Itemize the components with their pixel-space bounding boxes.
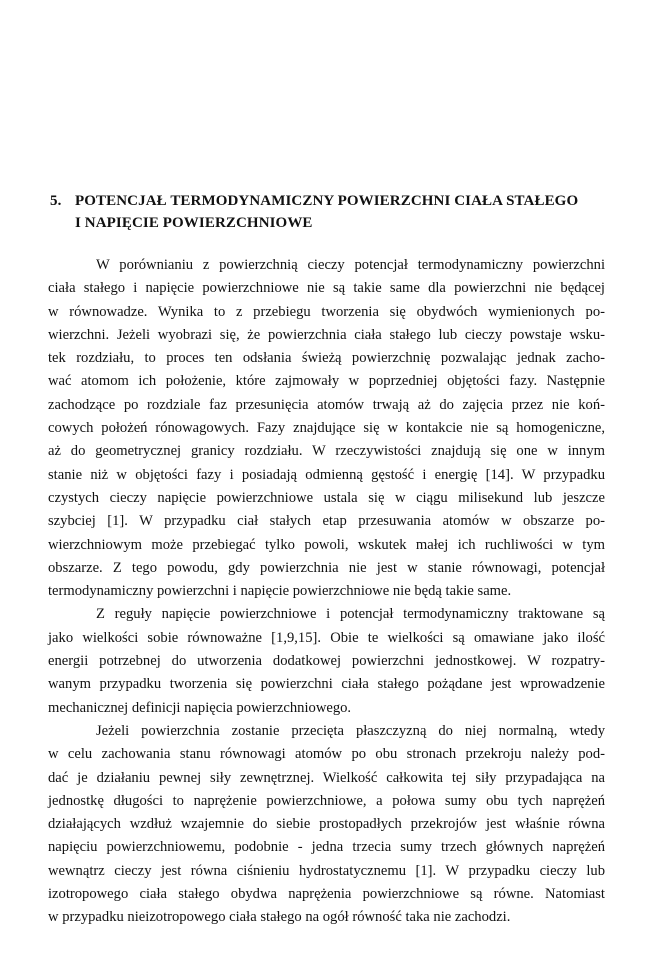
paragraph-1: [48, 254, 605, 603]
section-number: 5.: [50, 193, 62, 209]
section-heading: [50, 190, 610, 234]
text-line: czystych cieczy napięcie powierzchniowe ustala się w ciągu milisekund lub jeszcze: [48, 489, 605, 506]
text-line: jako wielkości sobie równoważne [1,9,15]. Obie te wielkości są omawiane jako ilość: [48, 629, 605, 646]
text-line: w przypadku nieizotropowego ciała stałego na ogół równość taka nie zachodzi.: [48, 909, 511, 926]
paragraph-3: [48, 720, 605, 930]
body-text: [48, 254, 605, 930]
text-line: jednostkę długości to naprężenie powierzchniowe, a połowa sumy obu tych naprężeń: [48, 792, 605, 809]
text-line: wierzchni. Jeżeli wyobrazi się, że powierzchnia ciała stałego lub cieczy powstaje wsku-: [48, 326, 605, 343]
text-line: tek rozdziału, to proces ten odsłania świeżą powierzchnię pozwalając jednak zacho-: [48, 350, 605, 367]
text-line: Jeżeli powierzchnia zostanie przecięta płaszczyzną do niej normalną, wtedy: [96, 722, 605, 739]
text-line: stanie niż w objętości fazy i posiadają odmienną gęstość i energię [14]. W przypadku: [48, 466, 605, 483]
text-line: Z reguły napięcie powierzchniowe i potencjał termodynamiczny traktowane są: [96, 606, 605, 623]
text-line: napięciu powierzchniowemu, podobnie - jedna trzecia sumy trzech głównych naprężeń: [48, 839, 605, 856]
text-line: cowych położeń rónowagowych. Fazy znajdujące się w kontakcie nie są homogeniczne,: [48, 420, 605, 437]
text-line: aż do geometrycznej granicy rozdziału. W rzeczywistości znajdują się one w innym: [48, 443, 605, 460]
text-line: działających wzdłuż wzajemnie do siebie prostopadłych przekrojów jest właśnie równa: [48, 816, 605, 833]
text-line: izotropowego ciała stałego obydwa naprężenia powierzchniowe są równe. Natomiast: [48, 886, 605, 903]
text-line: wanym przypadku tworzenia się powierzchni ciała stałego pożądane jest wprowadzenie: [48, 676, 605, 693]
text-line: dać je działaniu pewnej siły zewnętrznej. Wielkość całkowita tej siły przypadająca na: [48, 769, 605, 786]
text-line: wierzchniowym może przebiegać tylko powoli, wskutek małej ich ruchliwości w tym: [48, 536, 605, 553]
text-line: w celu zachowania stanu równowagi atomów po obu stronach przekroju należy pod-: [48, 746, 605, 763]
text-line: obszarze. Z tego powodu, gdy powierzchnia nie jest w stanie równowagi, potencjał: [48, 559, 605, 576]
text-line: energii potrzebnej do utworzenia dodatkowej powierzchni jednostkowej. W rozpatry-: [48, 653, 605, 670]
text-line: wewnątrz cieczy jest równa ciśnieniu hydrostatycznemu [1]. W przypadku cieczy lub: [48, 862, 605, 879]
paragraph-2: [48, 603, 605, 719]
text-line: W porównianiu z powierzchnią cieczy potencjał termodynamiczny powierzchni: [96, 257, 605, 273]
text-line: mechanicznej definicji napięcia powierzchniowego.: [48, 699, 352, 716]
text-line: szybciej [1]. W przypadku ciał stałych etap przesuwania atomów w obszarze po-: [48, 513, 605, 530]
section-title-line-2: I NAPIĘCIE POWIERZCHNIOWE: [75, 215, 313, 231]
text-line: zachodzące po rozdziale faz przesunięcia atomów trwają aż do zajęcia przez nie koń-: [48, 396, 605, 413]
section-title-line-1: POTENCJAŁ TERMODYNAMICZNY POWIERZCHNI CIAŁA STAŁEGO: [75, 193, 579, 209]
text-line: termodynamiczny powierzchni i napięcie powierzchniowe nie będą takie same.: [48, 583, 512, 600]
text-line: w równowadze. Wynika to z przebiegu tworzenia się obydwóch wymienionych po-: [48, 303, 605, 320]
text-line: ciała stałego i napięcie powierzchniowe nie są takie same dla powierzchni nie będącej: [48, 280, 605, 297]
text-line: wać atomom ich położenie, które zajmowały w poprzedniej objętości fazy. Następnie: [48, 373, 605, 390]
